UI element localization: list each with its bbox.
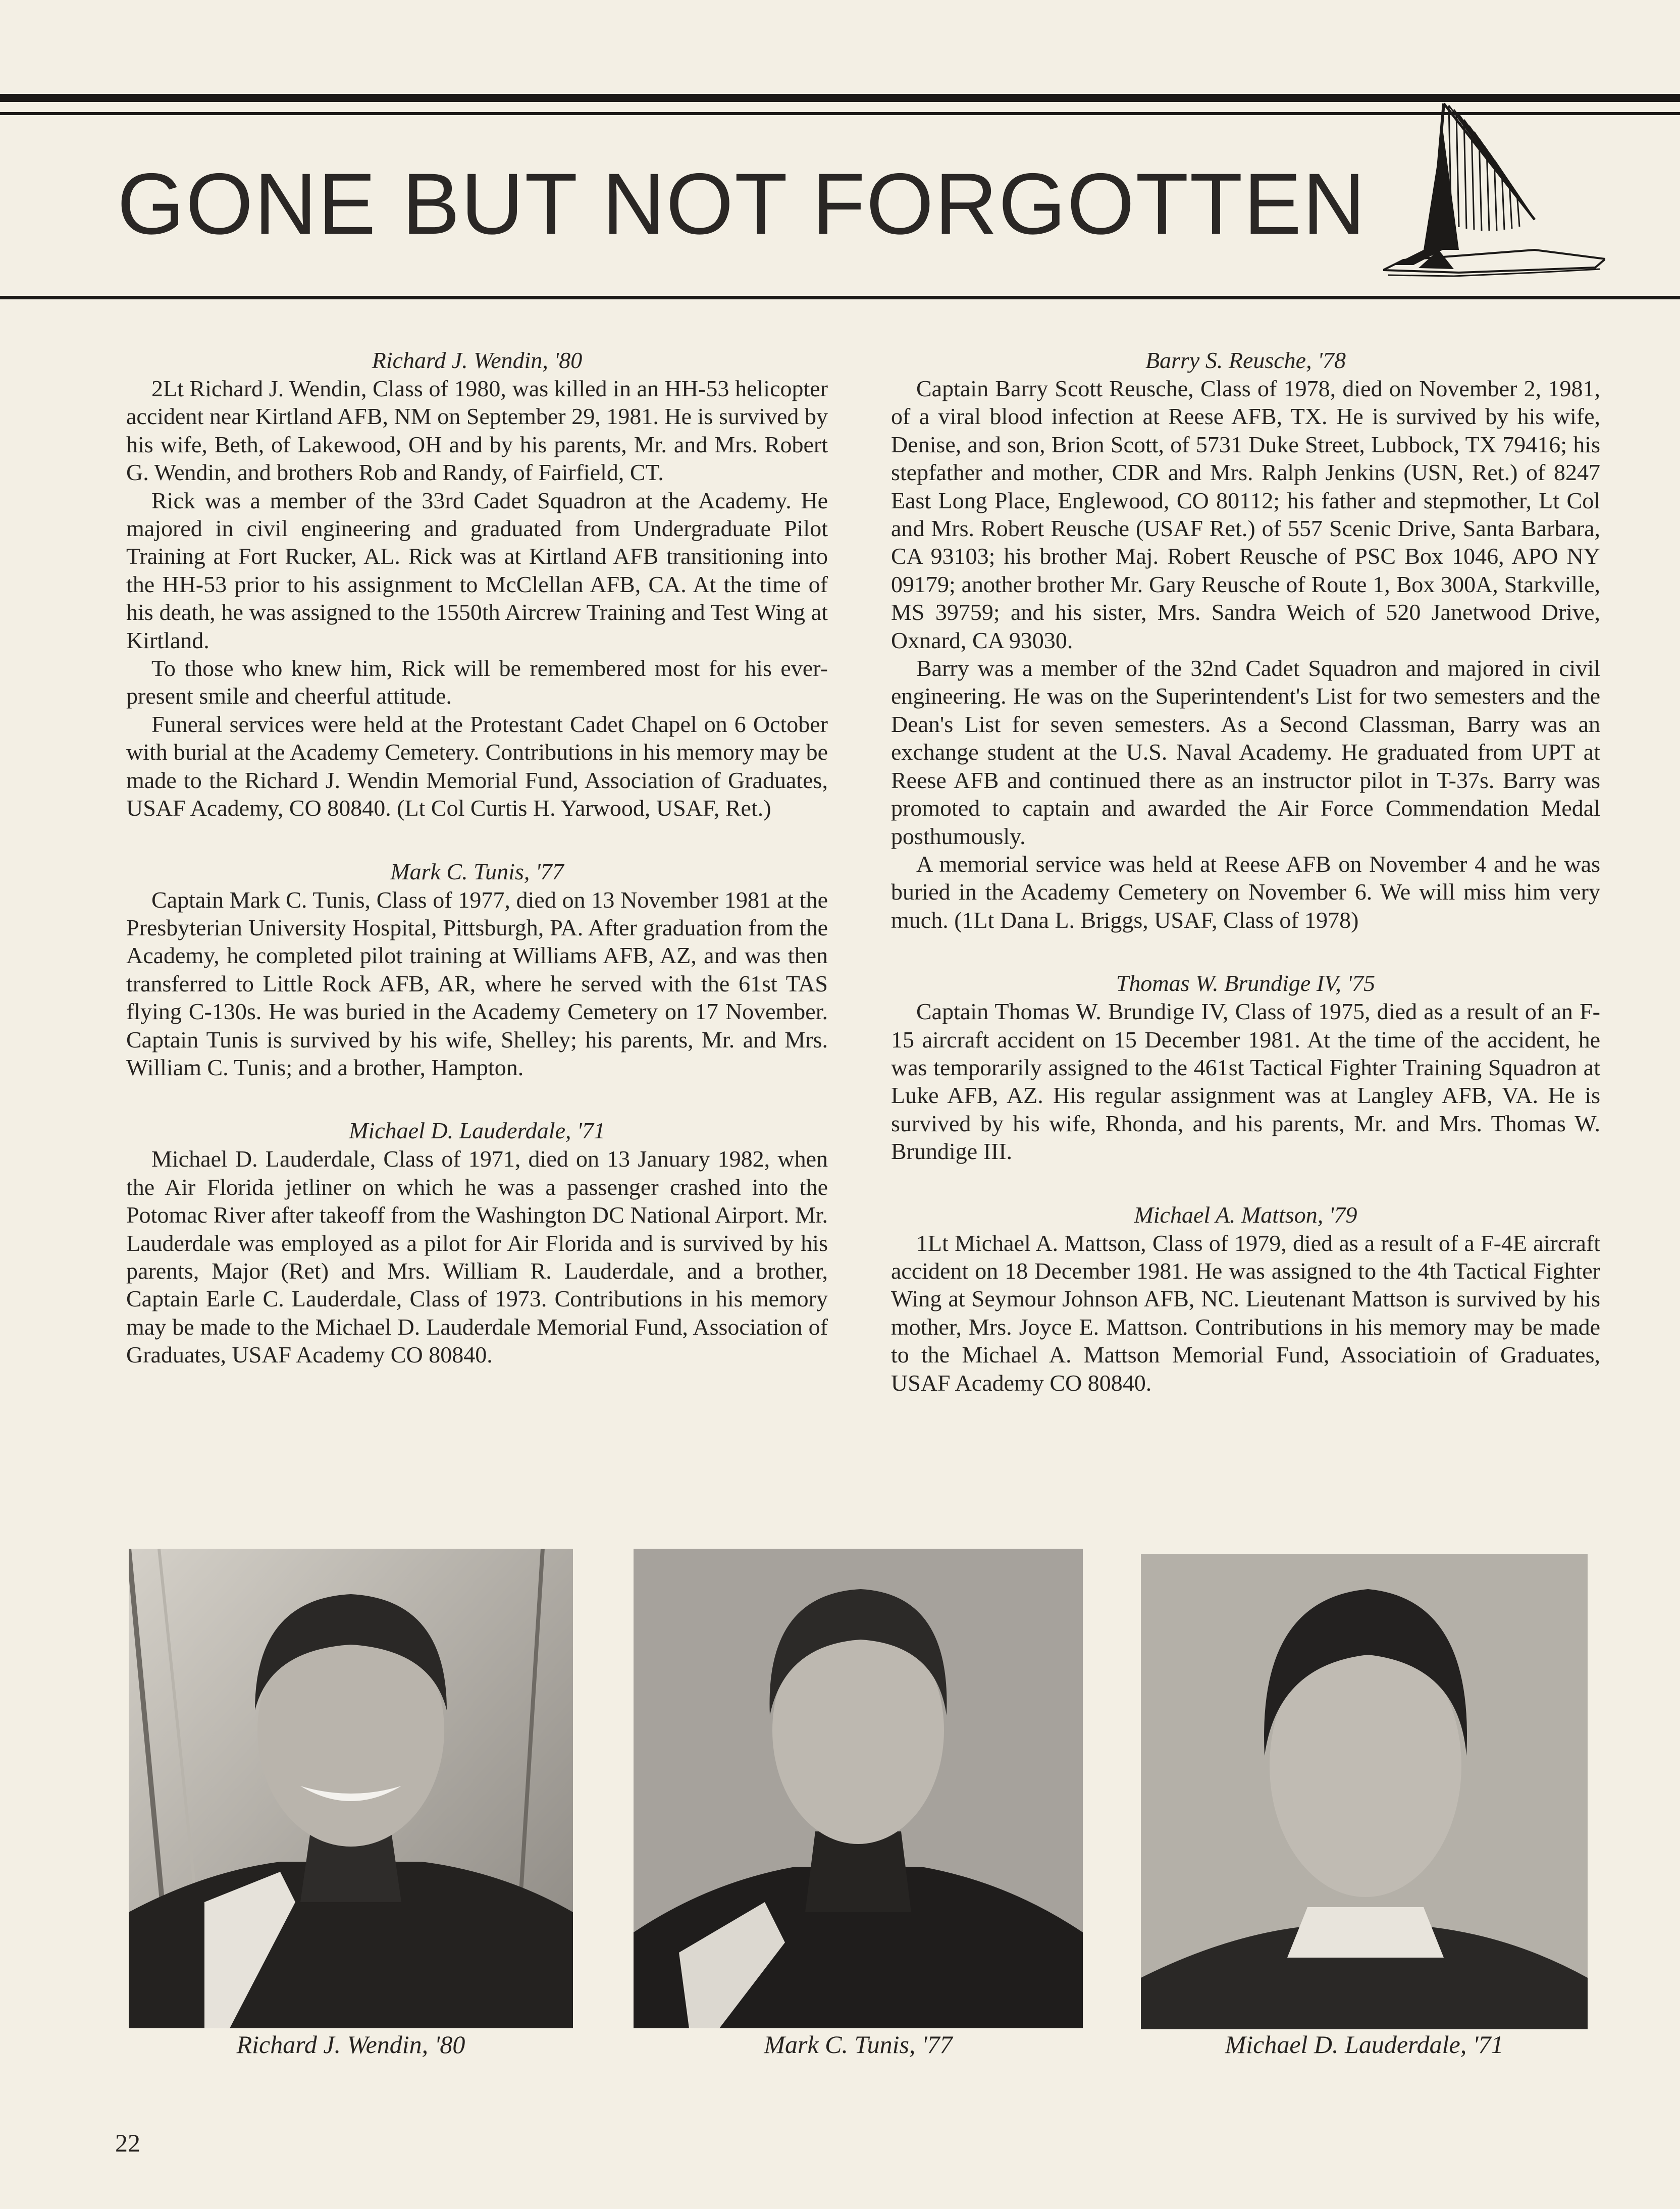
obituary-wendin	[126, 346, 828, 822]
obituary-paragraph: Captain Barry Scott Reusche, Class of 1978, died on November 2, 1981, of a viral blood infection at Reese AFB, TX. He is survived by his wife, Denise, and son, Brion Scott, of 5731 Duke Street, Lubbock, TX 79416; his stepfather and mother, CDR and Mrs. Ralph Jenkins (USN, Ret.) of 8247 East Long Place, Englewood, CO 80112; his father and stepmother, Lt Col and Mrs. Robert Reusche (USAF Ret.) of 557 Scenic Drive, Santa Barbara, CA 93103; his brother Maj. Robert Reusche of PSC Box 1046, APO NY 09179; another brother Mr. Gary Reusche of Route 1, Box 300A, Starkville, MS 39759; and his sister, Mrs. Sandra Weich of 520 Janetwood Drive, Oxnard, CA 93030.	[891, 376, 1600, 653]
obituary-paragraph: 1Lt Michael A. Mattson, Class of 1979, died as a result of a F-4E aircraft accident on 18 December 1981. He was assigned to the 4th Tactical Fighter Wing at Seymour Johnson AFB, NC. Lieutenant Mattson is survived by his mother, Mrs. Joyce E. Mattson. Contributions in his memory may be made to the Michael A. Mattson Memorial Fund, Associatioin of Graduates, USAF Academy CO 80840.	[891, 1230, 1600, 1396]
obituary-heading: Michael D. Lauderdale, '71	[349, 1118, 605, 1144]
left-column	[126, 346, 828, 1369]
obituary-tunis	[126, 858, 828, 1082]
obituary-paragraph: Michael D. Lauderdale, Class of 1971, died on 13 January 1982, when the Air Florida jetliner on which he was a passenger crashed into the Potomac River after takeoff from the Washington DC National Airport. Mr. Lauderdale was employed as a pilot for Air Florida and is survived by his parents, Major (Ret) and Mrs. William R. Lauderdale, and a brother, Captain Earle C. Lauderdale, Class of 1973. Contributions in his memory may be made to the Michael D. Lauderdale Memorial Fund, Association of Graduates, USAF Academy CO 80840.	[126, 1146, 828, 1368]
obituary-paragraph: Funeral services were held at the Protestant Cadet Chapel on 6 October with burial at the Academy Cemetery. Contributions in his memory may be made to the Richard J. Wendin Memorial Fund, Association of Graduates, USAF Academy, CO 80840. (Lt Col Curtis H. Yarwood, USAF, Ret.)	[126, 711, 828, 821]
header-rule-bottom	[0, 296, 1680, 299]
obituary-paragraph: Captain Thomas W. Brundige IV, Class of 1975, died as a result of an F-15 aircraft accident on 15 December 1981. At the time of the accident, he was temporarily assigned to the 461st Tactical Fighter Training Squadron at Luke AFB, AZ. His regular assignment was at Langley AFB, VA. He is survived by his wife, Rhonda, and his parents, Mr. and Mrs. Thomas W. Brundige III.	[891, 998, 1600, 1165]
portrait-photo-wendin	[129, 1549, 573, 2028]
obituary-lauderdale	[126, 1117, 828, 1369]
obituary-heading: Barry S. Reusche, '78	[1145, 347, 1346, 373]
page-number: 22	[115, 2129, 140, 2157]
obituary-paragraph: A memorial service was held at Reese AFB on November 4 and he was buried in the Academy Cemetery on November 6. We will miss him very much. (1Lt Dana L. Briggs, USAF, Class of 1978)	[891, 851, 1600, 933]
obituary-paragraph: 2Lt Richard J. Wendin, Class of 1980, was killed in an HH-53 helicopter accident near Kirtland AFB, NM on September 29, 1981. He is survived by his wife, Beth, of Lakewood, OH and by his parents, Mr. and Mrs. Robert G. Wendin, and brothers Rob and Randy, of Fairfield, CT.	[126, 376, 828, 486]
obituary-heading: Richard J. Wendin, '80	[372, 347, 583, 373]
obituary-heading: Mark C. Tunis, '77	[390, 858, 564, 884]
obituary-paragraph: Rick was a member of the 33rd Cadet Squadron at the Academy. He majored in civil engineering and graduated from Undergraduate Pilot Training at Fort Rucker, AL. Rick was at Kirtland AFB transitioning into the HH-53 prior to his assignment to McClellan AFB, CA. At the time of his death, he was assigned to the 1550th Aircrew Training and Test Wing at Kirtland.	[126, 487, 828, 653]
obituary-paragraph: To those who knew him, Rick will be remembered most for his ever-present smile and cheerful attitude.	[126, 655, 828, 709]
portrait-photo-lauderdale	[1141, 1554, 1588, 2029]
obituary-heading: Thomas W. Brundige IV, '75	[1116, 970, 1376, 996]
photo-caption: Michael D. Lauderdale, '71	[1225, 2030, 1504, 2059]
obituary-brundige	[891, 969, 1600, 1165]
page-title: GONE BUT NOT FORGOTTEN	[117, 155, 1367, 252]
portrait-photo-tunis	[634, 1549, 1083, 2028]
obituary-mattson	[891, 1201, 1600, 1397]
chapel-icon	[1383, 98, 1605, 295]
obituary-heading: Michael A. Mattson, '79	[1134, 1201, 1357, 1228]
obituary-paragraph: Barry was a member of the 32nd Cadet Squadron and majored in civil engineering. He was on the Superintendent's List for two semesters and the Dean's List for seven semesters. As a Second Classman, Barry was an exchange student at the U.S. Naval Academy. He graduated from UPT at Reese AFB and continued there as an instructor pilot in T-37s. Barry was promoted to captain and awarded the Air Force Commendation Medal posthumously.	[891, 655, 1600, 849]
obituary-paragraph: Captain Mark C. Tunis, Class of 1977, died on 13 November 1981 at the Presbyterian University Hospital, Pittsburgh, PA. After graduation from the Academy, he completed pilot training at Williams AFB, AZ, and was then transferred to Little Rock AFB, AR, where he served with the 61st TAS flying C-130s. He was buried in the Academy Cemetery on 17 November. Captain Tunis is survived by his wife, Shelley; his parents, Mr. and Mrs. William C. Tunis; and a brother, Hampton.	[126, 886, 828, 1080]
photo-caption: Mark C. Tunis, '77	[764, 2030, 953, 2059]
obituary-reusche	[891, 346, 1600, 934]
right-column	[891, 346, 1600, 1397]
photo-caption: Richard J. Wendin, '80	[236, 2030, 465, 2059]
